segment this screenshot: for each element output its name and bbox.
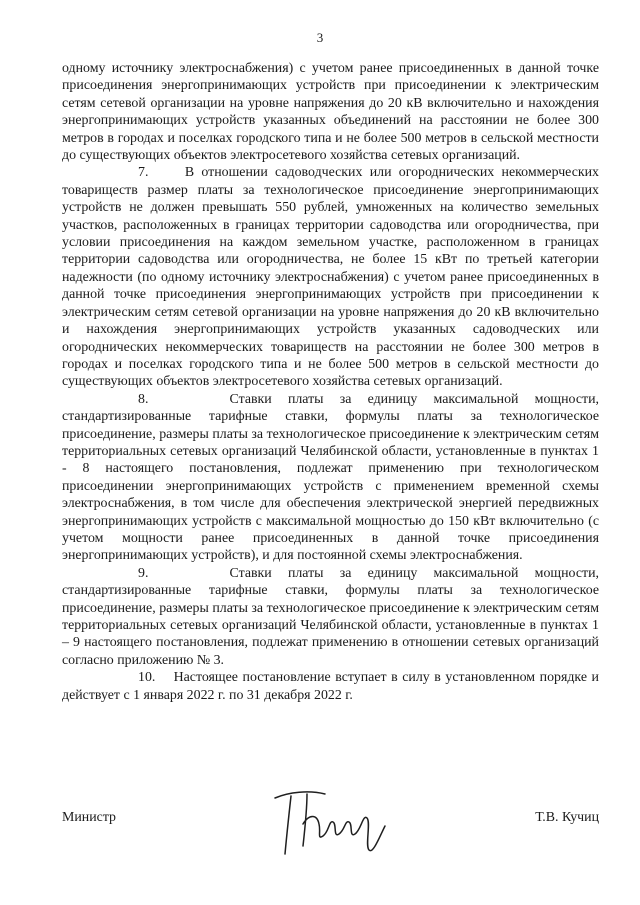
document-body xyxy=(62,60,599,704)
paragraph-text: Настоящее постановление вступает в силу в установленном порядке и действует с 1 января 2022 г. по 31 декабря 2022 г. xyxy=(62,670,599,703)
paragraph-text: В отношении садоводческих или огороднических некоммерческих товариществ размер платы за технологическое присоединение энергопринимающих устройств не должен превышать 550 рублей, умноженных на количество земельных участков, расположенных в границах территории садоводства или огородничества, при условии присоединения на каждом земельном участке, расположенном в границах территории садоводства или огородничества, не более 15 кВт по третьей категории надежности (по одному источнику электроснабжения) с учетом ранее присоединенных в данной точке присоединения энергопринимающих устройств при присоединении к электрическим сетям сетевой организации на уровне напряжения до 20 кВ включительно и нахождения энергопринимающих устройств указанных садоводческих или огороднических некоммерческих товариществ на расстоянии не более 300 метров в городах и поселках городского типа и не более 500 метров в сельской местности до существующих объектов электросетевого хозяйства сетевых организаций. xyxy=(62,165,599,390)
paragraph-9 xyxy=(62,565,599,669)
paragraph-text: Ставки платы за единицу максимальной мощности, стандартизированные тарифные ставки, формулы платы за технологическое присоединение, размеры платы за технологическое присоединение к электрическим сетям территориальных сетевых организаций Челябинской области, установленные в пунктах 1 – 9 настоящего постановления, подлежат применению в отношении сетевых организаций согласно приложению № 3. xyxy=(62,565,599,668)
paragraph-number: 9. xyxy=(138,565,149,581)
signatory-name: Т.В. Кучиц xyxy=(535,810,599,825)
paragraph-text: Ставки платы за единицу максимальной мощности, стандартизированные тарифные ставки, формулы платы за технологическое присоединение, размеры платы за технологическое присоединение к электрическим сетям территориальных сетевых организаций Челябинской области, установленные в пунктах 1 - 8 настоящего постановления, подлежат применению при технологическом присоединении энергопринимающих устройств с применением временной схемы электроснабжения, в том числе для обеспечения электрической энергией передвижных энергопринимающих устройств с максимальной мощностью до 150 кВт включительно (с учетом мощности ранее присоединенных в данной точке присоединения энергопринимающих устройств), и для постоянной схемы электроснабжения. xyxy=(62,391,599,564)
handwritten-signature xyxy=(267,784,397,864)
paragraph-8 xyxy=(62,391,599,565)
paragraph-7 xyxy=(62,164,599,390)
page-number: 3 xyxy=(316,30,324,45)
paragraph-10 xyxy=(62,669,599,704)
paragraph-number: 10. xyxy=(138,670,156,686)
paragraph-number: 8. xyxy=(138,391,149,407)
paragraph-continuation xyxy=(62,60,599,164)
signatory-title: Министр xyxy=(62,810,117,825)
signature-block xyxy=(62,790,599,870)
paragraph-number: 7. xyxy=(138,165,149,181)
paragraph-text: одному источнику электроснабжения) с учетом ранее присоединенных в данной точке присоединения энергопринимающих устройств при присоединении к электрическим сетям сетевой организации на уровне напряжения до 20 кВ включительно и нахождения энергопринимающих устройств указанных объединений на расстоянии не более 300 метров в городах и поселках городского типа и не более 500 метров в сельской местности до существующих объектов электросетевого хозяйства сетевых организаций. xyxy=(62,61,599,164)
